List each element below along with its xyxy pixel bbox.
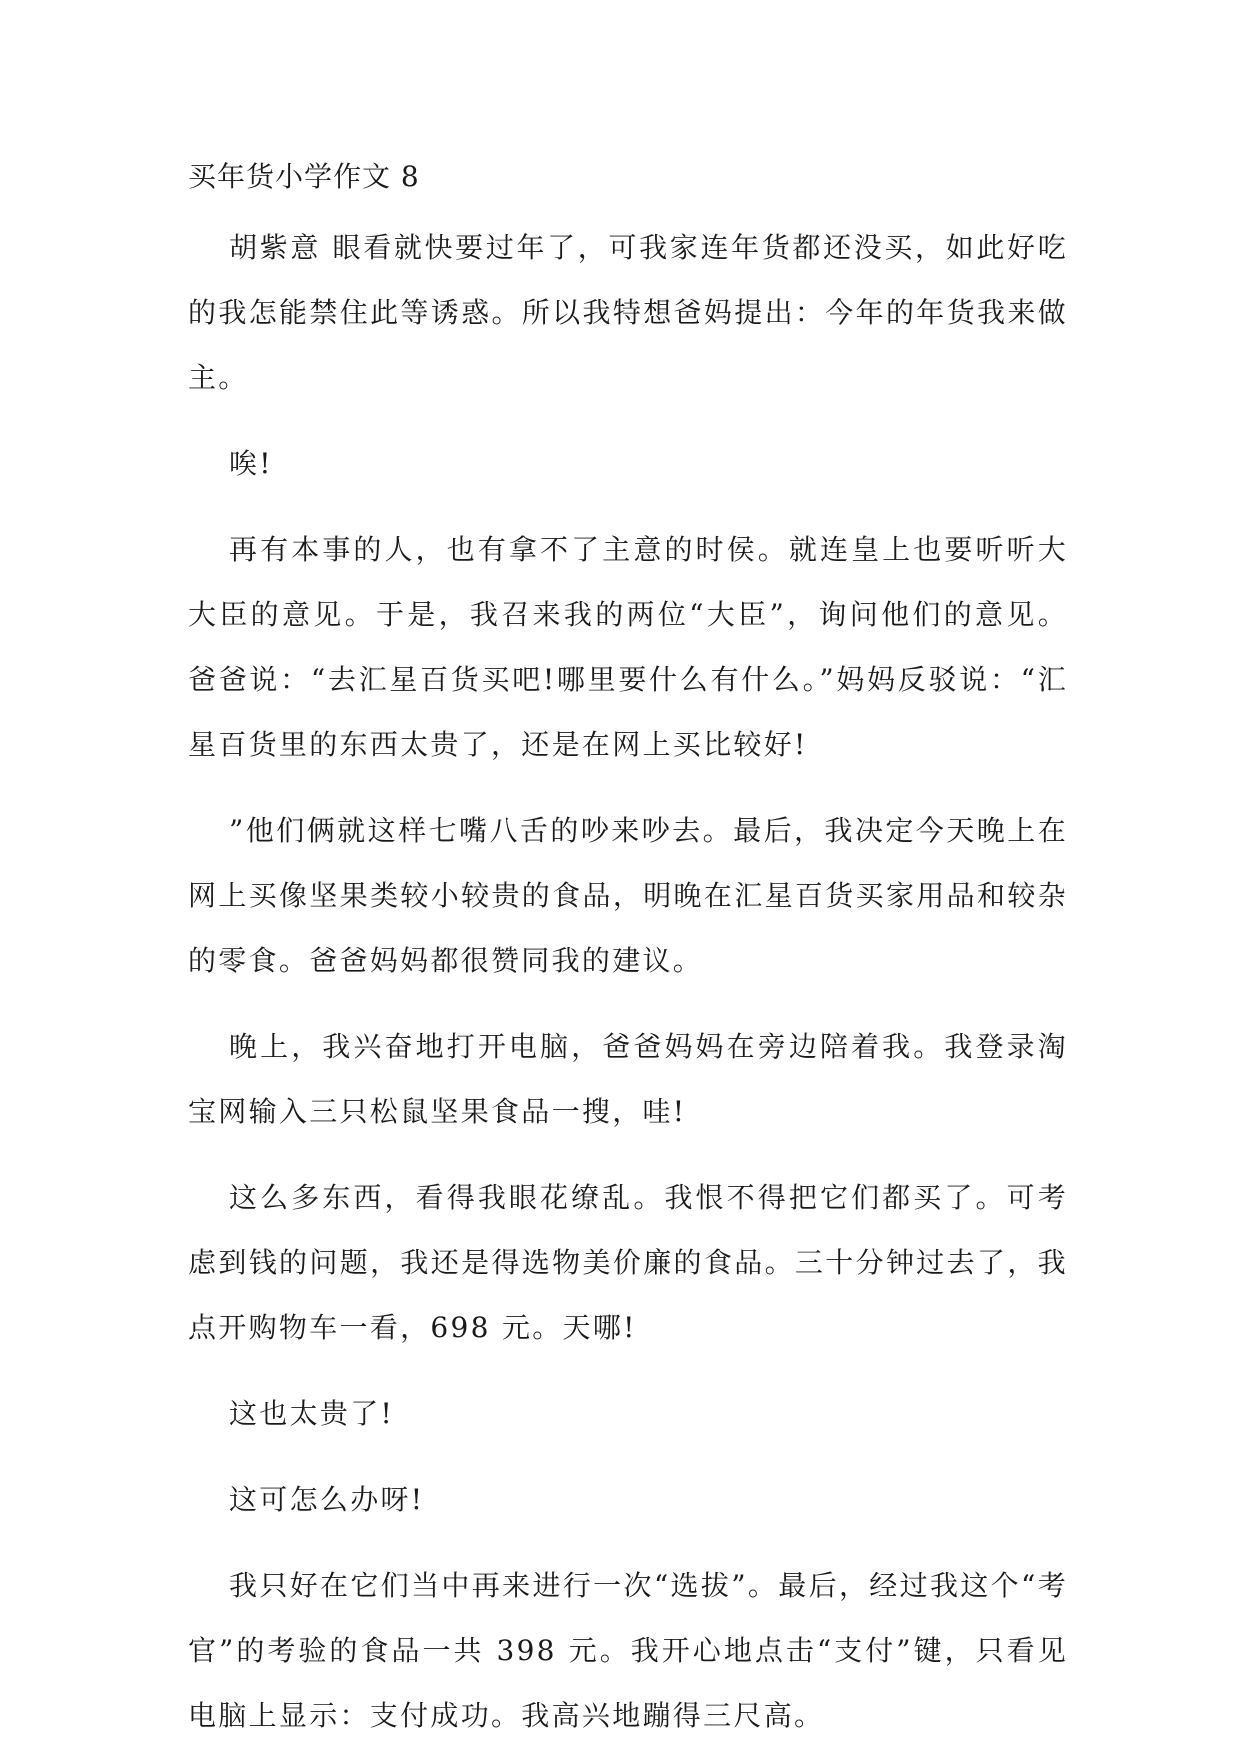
paragraph-3: 再有本事的人，也有拿不了主意的时侯。就连皇上也要听听大大臣的意见。于是，我召来我的两位“大臣”，询问他们的意见。爸爸说：“去汇星百货买吧!哪里要什么有什么。”妈妈反驳说：“汇星百货里的东西太贵了，还是在网上买比较好!	[188, 533, 1068, 761]
paragraph-4: ”他们俩就这样七嘴八舌的吵来吵去。最后，我决定今天晚上在网上买像坚果类较小较贵的食品，明晚在汇星百货买家用品和较杂的零食。爸爸妈妈都很赞同我的建议。	[188, 814, 1068, 977]
paragraph-6: 这么多东西，看得我眼花缭乱。我恨不得把它们都买了。可考虑到钱的问题，我还是得选物美价廉的食品。三十分钟过去了，我点开购物车一看，698 元。天哪!	[188, 1181, 1068, 1344]
paragraph-1: 胡紫意 眼看就快要过年了，可我家连年货都还没买，如此好吃的我怎能禁住此等诱惑。所以我特想爸妈提出：今年的年货我来做主。	[188, 231, 1068, 394]
document-title: 买年货小学作文 8	[188, 160, 420, 193]
paragraph-8: 这可怎么办呀!	[229, 1483, 425, 1516]
paragraph-2: 唉!	[229, 447, 273, 480]
document-body	[188, 155, 1068, 1748]
paragraph-7: 这也太贵了!	[229, 1397, 395, 1430]
paragraph-9: 我只好在它们当中再来进行一次“选拔”。最后，经过我这个“考官”的考验的食品一共 398 元。我开心地点击“支付”键，只看见电脑上显示：支付成功。我高兴地蹦得三尺高。	[188, 1569, 1068, 1732]
paragraph-5: 晚上，我兴奋地打开电脑，爸爸妈妈在旁边陪着我。我登录淘宝网输入三只松鼠坚果食品一搜，哇!	[188, 1030, 1068, 1128]
